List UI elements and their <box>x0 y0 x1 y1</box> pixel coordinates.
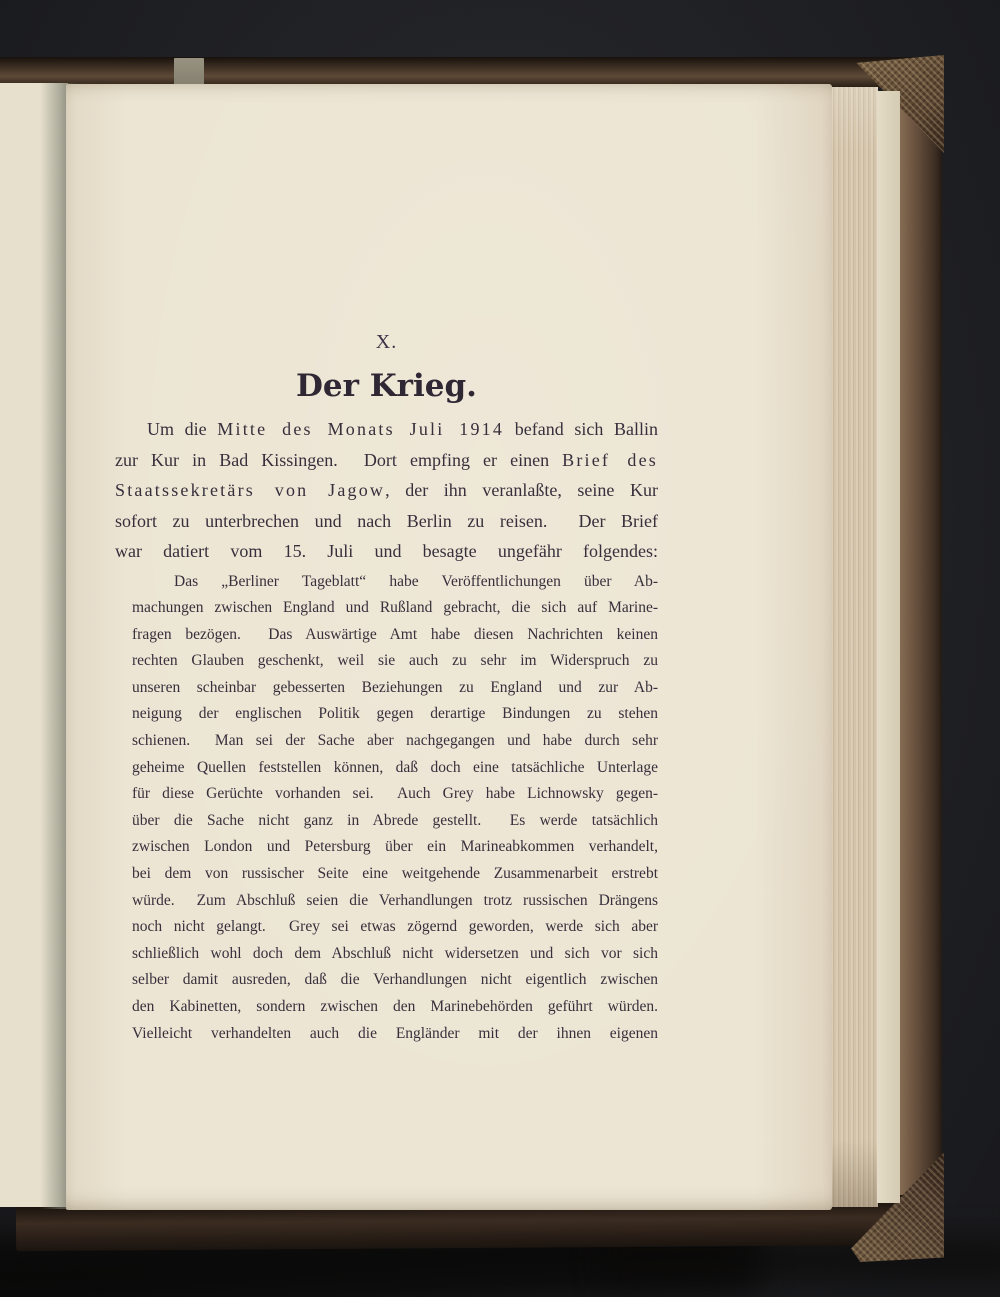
chapter-number: X. <box>375 331 398 353</box>
text-line: rechten Glauben geschenkt, weil sie auch zu sehr im Widerspruch zu <box>132 652 658 670</box>
intro-paragraph <box>115 414 658 567</box>
quoted-letter-paragraph <box>132 569 658 1048</box>
text-line: Das „Berliner Tageblatt“ habe Veröffentlichungen über Ab- <box>174 572 658 590</box>
text-line: Staatssekretärs von Jagow, der ihn veranlaßte, seine Kur <box>115 480 658 500</box>
fore-edge-page-stack <box>831 87 878 1207</box>
text-line: machungen zwischen England und Rußland gebracht, die sich auf Marine- <box>132 599 658 617</box>
text-line: zur Kur in Bad Kissingen. Dort empfing er einen Brief des <box>115 449 658 470</box>
chapter-title: Der Krieg. <box>296 368 477 404</box>
text-line: sofort zu unterbrechen und nach Berlin zu reisen. Der Brief <box>115 510 658 531</box>
text-line: Um die Mitte des Monats Juli 1914 befand sich Ballin <box>147 419 659 439</box>
text-line: bei dem von russischer Seite eine weitgehende Zusammenarbeit erstrebt <box>132 865 658 883</box>
book-page-recto <box>66 84 832 1210</box>
text-line: Vielleicht verhandelten auch die Engländer mit der ihnen eigenen <box>132 1024 658 1042</box>
text-line: fragen bezögen. Das Auswärtige Amt habe diesen Nachrichten keinen <box>132 625 658 643</box>
text-line: über die Sache nicht ganz in Abrede gestellt. Es werde tatsächlich <box>132 811 658 829</box>
text-line: neigung der englischen Politik gegen derartige Bindungen zu stehen <box>132 705 658 723</box>
text-line: geheime Quellen feststellen können, daß doch eine tatsächliche Unterlage <box>132 758 658 776</box>
text-line: schienen. Man sei der Sache aber nachgegangen und habe durch sehr <box>132 732 658 750</box>
cloth-tab-top-edge <box>174 58 204 86</box>
text-line: zwischen London und Petersburg über ein Marineabkommen verhandelt, <box>132 838 658 856</box>
text-line: würde. Zum Abschluß seien die Verhandlungen trotz russischen Drängens <box>132 891 658 909</box>
text-line: schließlich wohl doch dem Abschluß nicht widersetzen und sich vor sich <box>132 944 658 962</box>
flyleaf-edge <box>877 91 900 1203</box>
text-line: war datiert vom 15. Juli und besagte ungefähr folgendes: <box>115 541 658 561</box>
text-line: für diese Gerüchte vorhanden sei. Auch Grey habe Lichnowsky gegen- <box>132 785 658 803</box>
text-line: unseren scheinbar gebesserten Beziehungen zu England und zur Ab- <box>132 678 658 696</box>
text-column <box>115 330 658 1047</box>
text-line: noch nicht gelangt. Grey sei etwas zögernd geworden, werde sich aber <box>132 918 658 936</box>
text-line: selber damit ausreden, daß die Verhandlungen nicht eigentlich zwischen <box>132 971 658 989</box>
text-line: den Kabinetten, sondern zwischen den Marinebehörden geführt würden. <box>132 998 658 1015</box>
book-cover-right-edge <box>897 60 942 1248</box>
